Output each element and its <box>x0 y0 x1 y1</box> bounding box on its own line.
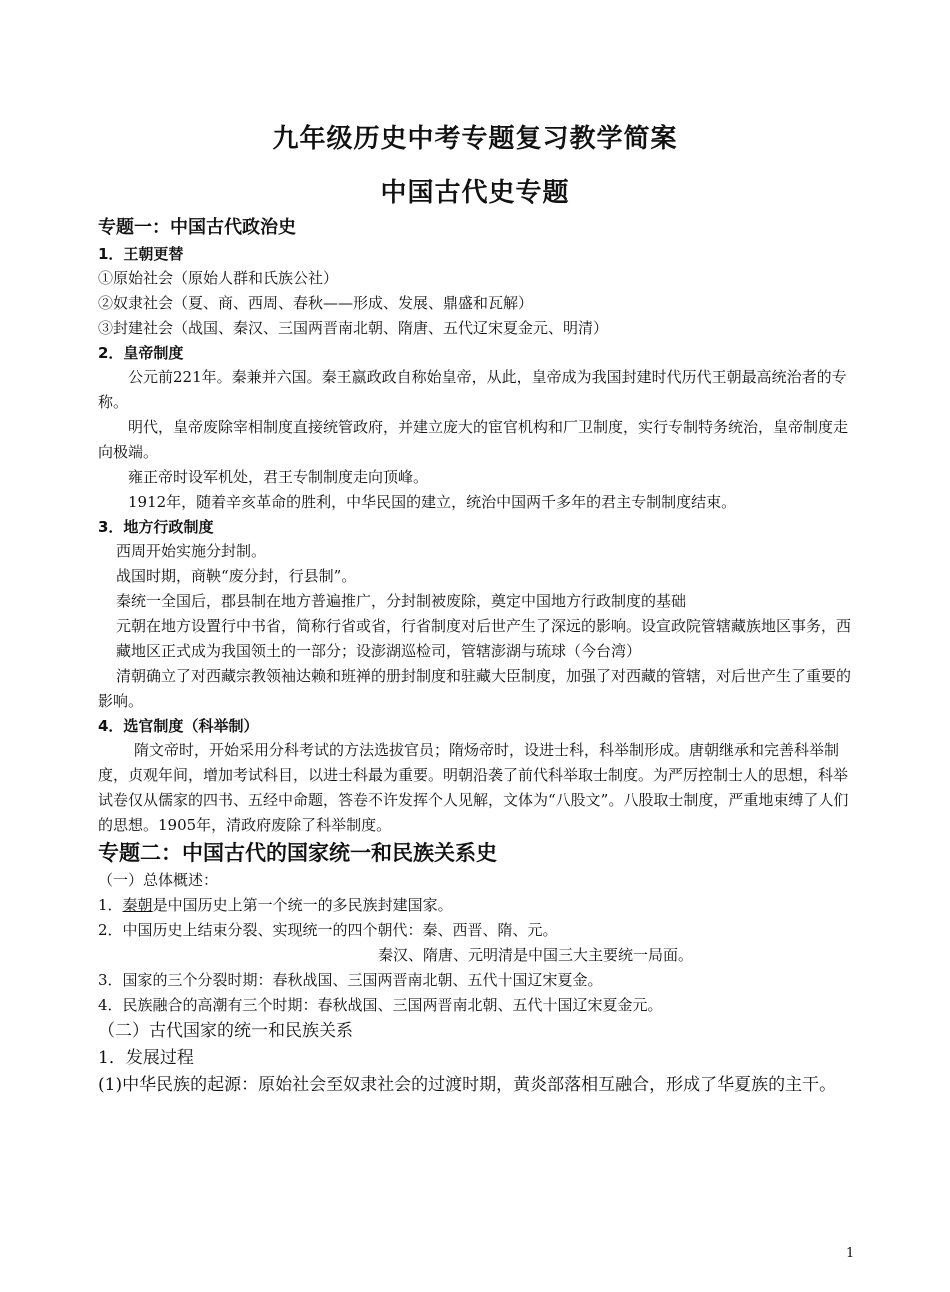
list-item: 2．中国历史上结束分裂、实现统一的四个朝代：秦、西晋、隋、元。 <box>98 921 558 939</box>
subheading: （一）总体概述： <box>98 871 219 889</box>
list-item-continuation: 秦汉、隋唐、元明清是中国三大主要统一局面。 <box>378 946 694 964</box>
item-text: 是中国历史上第一个统一的多民族封建国家。 <box>152 896 453 914</box>
subheading: （二）古代国家的统一和民族关系 <box>98 1021 353 1041</box>
paragraph: 雍正帝时设军机处，君王专制制度走向顶峰。 <box>128 468 429 486</box>
list-item <box>98 893 856 918</box>
list-item: 4．民族融合的高潮有三个时期：春秋战国、三国两晋南北朝、五代十国辽宋夏金元。 <box>98 996 663 1014</box>
underlined-term: 秦朝 <box>122 896 153 914</box>
page-number: 1 <box>846 1246 855 1261</box>
document-subtitle: 中国古代史专题 <box>380 178 570 208</box>
section-heading: 1．王朝更替 <box>98 245 184 263</box>
item-number: 1． <box>98 896 123 914</box>
paragraph: 元朝在地方设置行中书省，简称行省或省，行省制度对后世产生了深远的影响。设宣政院管辖藏族地区事务，西藏地区正式成为我国领土的一部分；设澎湖巡检司，管辖澎湖与琉球（今台湾） <box>116 617 852 660</box>
paragraph: 公元前221年。秦兼并六国。秦王嬴政政自称始皇帝，从此，皇帝成为我国封建时代历代王朝最高统治者的专称。 <box>98 368 847 411</box>
paragraph: 战国时期，商鞅“废分封，行县制”。 <box>116 567 357 585</box>
paragraph: 清朝确立了对西藏宗教领袖达赖和班禅的册封制度和驻藏大臣制度，加强了对西藏的管辖，对后世产生了重要的影响。 <box>98 667 852 710</box>
section-heading: 2．皇帝制度 <box>98 344 184 362</box>
paragraph: 1912年，随着辛亥革命的胜利，中华民国的建立，统治中国两千多年的君主专制制度结束。 <box>128 493 737 511</box>
list-item: ①原始社会（原始人群和氏族公社） <box>98 269 339 287</box>
document-title: 九年级历史中考专题复习教学简案 <box>272 124 678 154</box>
paragraph: 明代，皇帝废除宰相制度直接统管政府，并建立庞大的宦官机构和厂卫制度，实行专制特务统治，皇帝制度走向极端。 <box>98 418 849 461</box>
topic2-heading: 专题二：中国古代的国家统一和民族关系史 <box>98 841 497 865</box>
document-body <box>98 214 856 1099</box>
topic1-heading: 专题一：中国古代政治史 <box>98 217 296 238</box>
section-heading: 4．选官制度（科举制） <box>98 717 259 735</box>
list-item: 3．国家的三个分裂时期：春秋战国、三国两晋南北朝、五代十国辽宋夏金。 <box>98 971 603 989</box>
list-item: ②奴隶社会（夏、商、西周、春秋——形成、发展、鼎盛和瓦解） <box>98 294 534 312</box>
paragraph: 隋文帝时，开始采用分科考试的方法选拔官员；隋炀帝时，设进士科，科举制形成。唐朝继承和完善科举制度，贞观年间，增加考试科目，以进士科最为重要。明朝沿袭了前代科举取士制度。为严厉控制士人的思想，科举试卷仅从儒家的四书、五经中命题，答卷不许发挥个人见解，文体为“八股文”。八股取士制度，严重地束缚了人们的思想。1905年，清政府废除了科举制度。 <box>98 741 849 834</box>
subheading: 1．发展过程 <box>98 1048 194 1068</box>
paragraph: (1)中华民族的起源：原始社会至奴隶社会的过渡时期，黄炎部落相互融合，形成了华夏族的主干。 <box>98 1075 837 1095</box>
list-item: ③封建社会（战国、秦汉、三国两晋南北朝、隋唐、五代辽宋夏金元、明清） <box>98 319 609 337</box>
section-heading: 3．地方行政制度 <box>98 518 214 536</box>
paragraph: 西周开始实施分封制。 <box>116 542 267 560</box>
paragraph: 秦统一全国后，郡县制在地方普遍推广，分封制被废除，奠定中国地方行政制度的基础 <box>116 592 687 610</box>
